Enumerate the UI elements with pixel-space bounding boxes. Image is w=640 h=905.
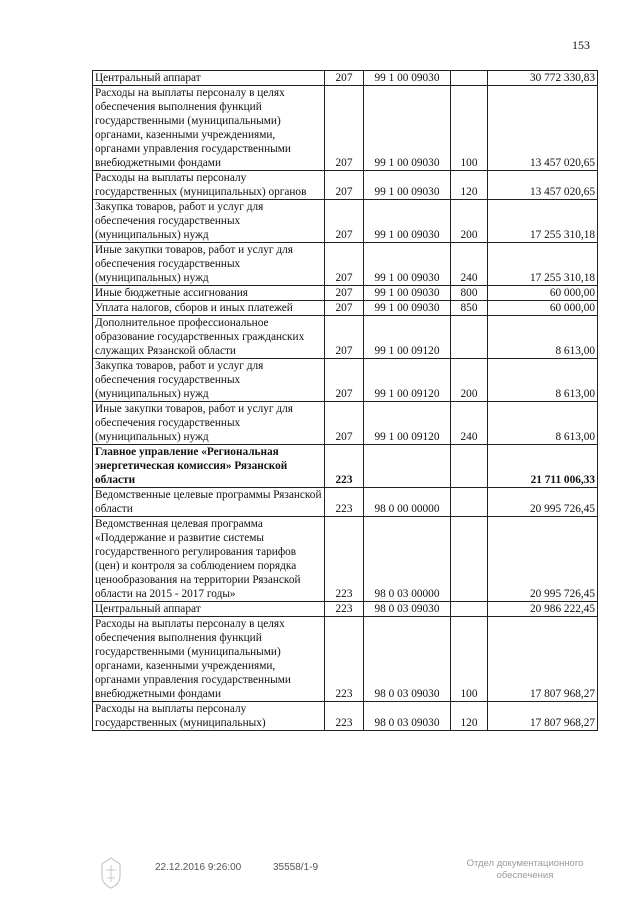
row-code-cell: 99 1 00 09030 (364, 286, 451, 301)
row-name-cell: Иные закупки товаров, работ и услуг для обеспечения государственных (муниципальных) нужд (93, 243, 325, 286)
row-name-cell: Расходы на выплаты персоналу государственных (муниципальных) (93, 702, 325, 731)
row-name-cell: Ведомственная целевая программа «Поддержание и развитие системы государственного регулирования тарифов (цен) и контроля за соблюдением порядка ценообразования на территории Рязанской области на 2015 - 2017 годы» (93, 517, 325, 602)
table-row (93, 86, 598, 171)
row-code-cell: 98 0 03 09030 (364, 617, 451, 702)
row-section-cell: 207 (325, 243, 364, 286)
table-row (93, 617, 598, 702)
table-row (93, 602, 598, 617)
row-code-cell: 99 1 00 09030 (364, 86, 451, 171)
row-name-cell: Расходы на выплаты персоналу в целях обеспечения выполнения функций государственными (муниципальными) органами, казенными учреждениями, органами управления государственными внебюджетными фондами (93, 617, 325, 702)
row-section-cell: 223 (325, 445, 364, 488)
row-expense-type-cell: 200 (451, 200, 488, 243)
row-expense-type-cell (451, 517, 488, 602)
table-row (93, 243, 598, 286)
row-expense-type-cell (451, 316, 488, 359)
table-row (93, 402, 598, 445)
row-code-cell: 99 1 00 09120 (364, 402, 451, 445)
row-name-cell: Главное управление «Региональная энергетическая комиссия» Рязанской области (93, 445, 325, 488)
row-section-cell: 223 (325, 617, 364, 702)
row-name-cell: Закупка товаров, работ и услуг для обеспечения государственных (муниципальных) нужд (93, 200, 325, 243)
row-amount-cell: 60 000,00 (488, 301, 598, 316)
table-row (93, 359, 598, 402)
row-expense-type-cell: 240 (451, 243, 488, 286)
row-amount-cell: 13 457 020,65 (488, 171, 598, 200)
row-code-cell: 98 0 03 09030 (364, 702, 451, 731)
row-code-cell: 99 1 00 09120 (364, 359, 451, 402)
row-section-cell: 207 (325, 402, 364, 445)
row-amount-cell: 8 613,00 (488, 359, 598, 402)
row-expense-type-cell: 850 (451, 301, 488, 316)
row-amount-cell: 17 255 310,18 (488, 243, 598, 286)
row-expense-type-cell: 200 (451, 359, 488, 402)
coat-of-arms-icon (96, 856, 126, 890)
row-section-cell: 223 (325, 602, 364, 617)
row-expense-type-cell (451, 71, 488, 86)
table-row (93, 71, 598, 86)
row-section-cell: 207 (325, 359, 364, 402)
row-amount-cell: 8 613,00 (488, 402, 598, 445)
row-code-cell: 99 1 00 09030 (364, 71, 451, 86)
row-name-cell: Центральный аппарат (93, 71, 325, 86)
row-amount-cell: 60 000,00 (488, 286, 598, 301)
row-name-cell: Уплата налогов, сборов и иных платежей (93, 301, 325, 316)
page-number: 153 (572, 38, 590, 52)
table-row (93, 171, 598, 200)
row-expense-type-cell: 240 (451, 402, 488, 445)
row-expense-type-cell (451, 445, 488, 488)
row-name-cell: Ведомственные целевые программы Рязанской области (93, 488, 325, 517)
row-name-cell: Иные закупки товаров, работ и услуг для обеспечения государственных (муниципальных) нужд (93, 402, 325, 445)
row-section-cell: 223 (325, 702, 364, 731)
row-section-cell: 207 (325, 171, 364, 200)
row-section-cell: 207 (325, 71, 364, 86)
budget-table-body (93, 71, 598, 731)
row-expense-type-cell (451, 602, 488, 617)
footer-stamp: Отдел документационного обеспечения (466, 858, 584, 881)
row-amount-cell: 21 711 006,33 (488, 445, 598, 488)
row-section-cell: 223 (325, 488, 364, 517)
row-name-cell: Расходы на выплаты персоналу в целях обеспечения выполнения функций государственными (муниципальными) органами, казенными учреждениями, органами управления государственными внебюджетными фондами (93, 86, 325, 171)
row-expense-type-cell: 100 (451, 86, 488, 171)
row-expense-type-cell: 800 (451, 286, 488, 301)
table-row (93, 517, 598, 602)
row-code-cell: 99 1 00 09030 (364, 171, 451, 200)
row-amount-cell: 20 995 726,45 (488, 488, 598, 517)
row-name-cell: Центральный аппарат (93, 602, 325, 617)
row-code-cell: 99 1 00 09120 (364, 316, 451, 359)
table-row (93, 301, 598, 316)
row-amount-cell: 30 772 330,83 (488, 71, 598, 86)
row-section-cell: 207 (325, 316, 364, 359)
footer-doc-number: 35558/1-9 (273, 862, 319, 873)
row-expense-type-cell: 100 (451, 617, 488, 702)
row-section-cell: 223 (325, 517, 364, 602)
row-code-cell: 98 0 03 09030 (364, 602, 451, 617)
row-amount-cell: 17 807 968,27 (488, 617, 598, 702)
row-code-cell: 99 1 00 09030 (364, 200, 451, 243)
row-amount-cell: 20 986 222,45 (488, 602, 598, 617)
table-row (93, 316, 598, 359)
row-name-cell: Расходы на выплаты персоналу государственных (муниципальных) органов (93, 171, 325, 200)
row-expense-type-cell (451, 488, 488, 517)
row-section-cell: 207 (325, 200, 364, 243)
row-expense-type-cell: 120 (451, 171, 488, 200)
row-section-cell: 207 (325, 286, 364, 301)
row-code-cell: 98 0 00 00000 (364, 488, 451, 517)
row-code-cell: 98 0 03 00000 (364, 517, 451, 602)
row-code-cell: 99 1 00 09030 (364, 243, 451, 286)
row-name-cell: Иные бюджетные ассигнования (93, 286, 325, 301)
row-section-cell: 207 (325, 86, 364, 171)
table-row (93, 286, 598, 301)
row-amount-cell: 13 457 020,65 (488, 86, 598, 171)
row-section-cell: 207 (325, 301, 364, 316)
row-expense-type-cell: 120 (451, 702, 488, 731)
row-amount-cell: 20 995 726,45 (488, 517, 598, 602)
row-name-cell: Закупка товаров, работ и услуг для обеспечения государственных (муниципальных) нужд (93, 359, 325, 402)
row-amount-cell: 17 255 310,18 (488, 200, 598, 243)
row-amount-cell: 8 613,00 (488, 316, 598, 359)
budget-table (92, 70, 598, 731)
footer-datetime: 22.12.2016 9:26:00 (155, 862, 242, 873)
row-code-cell: 99 1 00 09030 (364, 301, 451, 316)
row-code-cell (364, 445, 451, 488)
table-row (93, 445, 598, 488)
row-amount-cell: 17 807 968,27 (488, 702, 598, 731)
row-name-cell: Дополнительное профессиональное образование государственных гражданских служащих Рязанской области (93, 316, 325, 359)
table-row (93, 702, 598, 731)
table-row (93, 488, 598, 517)
table-row (93, 200, 598, 243)
